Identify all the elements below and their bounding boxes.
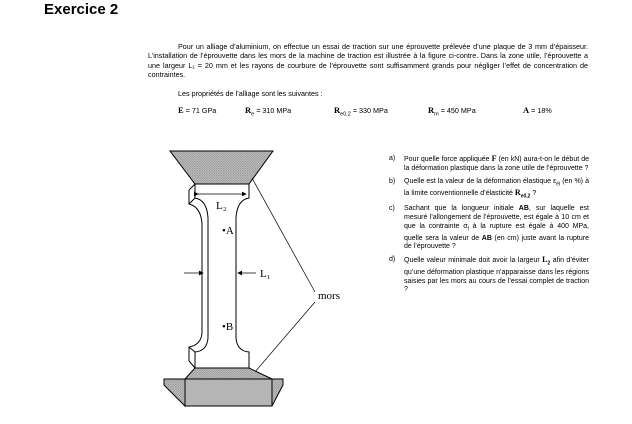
property-symbol: R bbox=[245, 105, 252, 115]
property-subscript: m bbox=[434, 111, 439, 118]
lower-grip-top bbox=[185, 368, 272, 379]
question-text: Quelle est la valeur de la déformation élastique $\varepsilon_{él}$ (en %) à la limite conventionnelle d’élasticité $R_{e0,2}$ ? bbox=[404, 177, 589, 200]
lower-grip-left bbox=[164, 379, 185, 406]
property-value: = 450 MPa bbox=[438, 106, 476, 115]
label-mors: mors bbox=[318, 290, 340, 302]
property-value: = 18% bbox=[529, 106, 552, 115]
question-text: Quelle valeur minimale doit avoir la largeur $L_2$ afin d’éviter qu’une déformation plastique n’apparaisse dans les régions saisies par les mors au cours de l’essai complet de traction ? bbox=[404, 255, 589, 294]
lower-grip-right bbox=[272, 379, 283, 406]
property-value: = 310 MPa bbox=[254, 106, 292, 115]
mors-pointer-lower bbox=[254, 302, 315, 373]
question-label: d) bbox=[389, 256, 396, 264]
property-symbol: E bbox=[178, 105, 184, 115]
property-symbol: R bbox=[334, 105, 341, 115]
intro-paragraph: Pour un alliage d’aluminium, on effectue un essai de traction sur une éprouvette prélevée d’une plaque de 3 mm d’épaisseur. L’installation de l’éprouvette dans les mors de la machine de traction est illustrée à la figure ci-contre. Dans la zone utile, l’éprouvette a une largeur L₁ = 20 mm et les rayons de courbure de l’éprouvette sont suffisamment grands pour négliger l’effet de concentration de contraintes. bbox=[148, 42, 588, 79]
property-value: = 71 GPa bbox=[183, 106, 217, 115]
question-c bbox=[389, 205, 589, 252]
question-d bbox=[389, 256, 589, 295]
question-a bbox=[389, 155, 589, 174]
question-label: c) bbox=[389, 205, 395, 213]
property-subscript: e bbox=[251, 111, 255, 118]
label-point-b: •B bbox=[222, 321, 234, 333]
question-label: b) bbox=[389, 177, 396, 185]
question-b bbox=[389, 178, 589, 202]
properties-intro: Les propriétés de l’alliage sont les suivantes : bbox=[178, 89, 323, 98]
question-text: Sachant que la longueur initiale AB, sur laquelle est mesuré l’allongement de l’éprouvette, est égale à 10 cm et que la contrainte $\sigma_f$ à la rupture est égale à 400 MPa, quelle sera la valeur de AB (en cm) juste avant la rupture de l’éprouvette ? bbox=[404, 205, 589, 251]
exercise-title: Exercice 2 bbox=[44, 1, 119, 18]
question-label: a) bbox=[389, 155, 396, 162]
property-value: = 330 MPa bbox=[350, 106, 388, 115]
label-point-a: •A bbox=[222, 225, 234, 237]
property-symbol: A bbox=[523, 105, 530, 115]
questions-list bbox=[389, 155, 589, 299]
label-l1: L₁ bbox=[260, 268, 271, 280]
label-l2: L₂ bbox=[216, 200, 227, 212]
property-subscript: e0,2 bbox=[340, 111, 351, 118]
upper-grip bbox=[170, 151, 273, 184]
property-symbol: R bbox=[428, 105, 435, 115]
question-text: Pour quelle force appliquée F (en kN) aura-t-on le début de la déformation plastique dans la zone utile de l’éprouvette ? bbox=[404, 154, 590, 172]
lower-grip-front bbox=[185, 379, 272, 406]
